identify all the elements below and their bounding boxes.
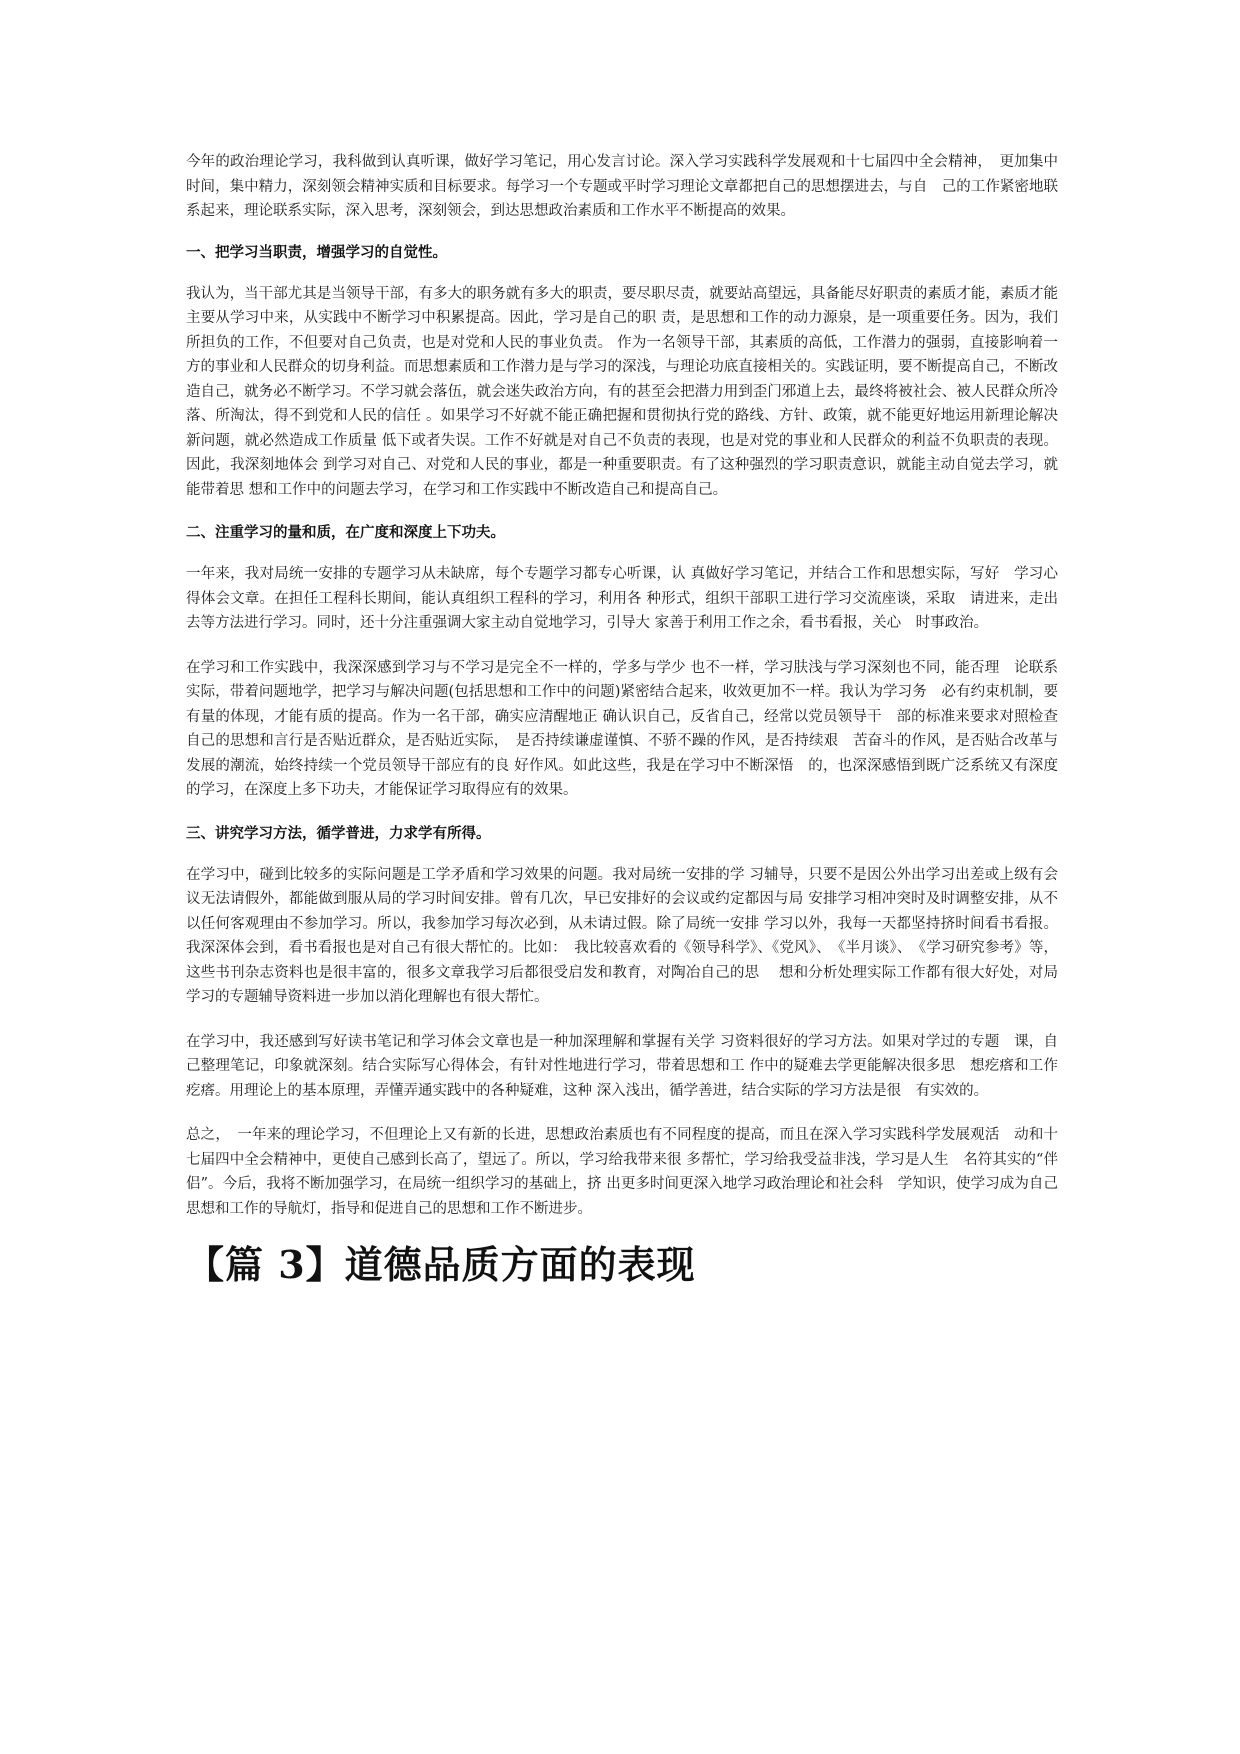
chapter-title: 【篇 3】道德品质方面的表现 [186, 1242, 696, 1287]
section-3-heading: 三、讲究学习方法，循学普进，力求学有所得。 [186, 825, 491, 842]
section-3-paragraph-2: 在学习中，我还感到写好读书笔记和学习体会文章也是一种加深理解和掌握有关学 习资料很好的学习方法。如果对学过的专题 课，自己整理笔记，印象就深刻。结合实际写心得体会，有针对性地进行学习，带着思想和工 作中的疑难去学更能解决很多思 想疙瘩和工作疙瘩。用理论上的基本原理，弄懂弄通实践中的各种疑难，这种 深入浅出，循学善进，结合实际的学习方法是很 有实效的。 [186, 1033, 1058, 1099]
document-page [186, 150, 1058, 1289]
section-2-paragraph-2: 在学习和工作实践中，我深深感到学习与不学习是完全不一样的，学多与学少 也不一样，学习肤浅与学习深刻也不同，能否理 论联系实际，带着问题地学，把学习与解决问题(包括思想和工作中的问题)紧密结合起来，收效更加不一样。我认为学习务 必有约束机制，要有量的体现，才能有质的提高。作为一名干部，确实应清醒地正 确认识自己，反省自己，经常以党员领导干 部的标准来要求对照检查自己的思想和言行是否贴近群众，是否贴近实际， 是否持续谦虚谨慎、不骄不躁的作风，是否持续艰 苦奋斗的作风，是否贴合改革与发展的潮流，始终持续一个党员领导干部应有的良 好作风。如此这些，我是在学习中不断深悟 的，也深深感悟到既广泛系统又有深度的学习，在深度上多下功夫，才能保证学习取得应有的效果。 [186, 659, 1058, 798]
section-3-paragraph-1: 在学习中，碰到比较多的实际问题是工学矛盾和学习效果的问题。我对局统一安排的学 习辅导，只要不是因公外出学习出差或上级有会议无法请假外，都能做到服从局的学习时间安排。曾有几次，早已安排好的会议或约定都因与局 安排学习相冲突时及时调整安排，从不以任何客观理由不参加学习。所以，我参加学习每次必到，从未请过假。除了局统一安排 学习以外，我每一天都坚持挤时间看书看报。我深深体会到，看书看报也是对自己有很大帮忙的。比如： 我比较喜欢看的《领导科学》、《党风》、 《半月谈》、 《学习研究参考》等，这些书刊杂志资料也是很丰富的，很多文章我学习后都很受启发和教育，对陶冶自己的思 想和分析处理实际工作都有很大好处，对局学习的专题辅导资料进一步加以消化理解也有很大帮忙。 [186, 866, 1058, 1005]
section-3-paragraph-3: 总之， 一年来的理论学习，不但理论上又有新的长进，思想政治素质也有不同程度的提高，而且在深入学习实践科学发展观活 动和十七届四中全会精神中，更使自己感到长高了，望远了。所以，学习给我带来很 多帮忙，学习给我受益非浅，学习是人生 名符其实的“伴侣”。今后，我将不断加强学习，在局统一组织学习的基础上，挤 出更多时间更深入地学习政治理论和社会科 学知识，使学习成为自己思想和工作的导航灯，指导和促进自己的思想和工作不断进步。 [186, 1127, 1058, 1217]
section-1-heading: 一、把学习当职责，增强学习的自觉性。 [186, 244, 447, 261]
section-2-paragraph-1: 一年来，我对局统一安排的专题学习从未缺席，每个专题学习都专心听课，认 真做好学习笔记，并结合工作和思想实际，写好 学习心得体会文章。在担任工程科长期间，能认真组织工程科的学习，利用各 种形式，组织干部职工进行学习交流座谈，采取 请进来，走出去等方法进行学习。同时，还十分注重强调大家主动自觉地学习，引导大 家善于利用工作之余，看书看报，关心 时事政治。 [186, 566, 1058, 631]
section-2-heading: 二、注重学习的量和质，在广度和深度上下功夫。 [186, 525, 505, 541]
section-1-paragraph-1: 我认为，当干部尤其是当领导干部，有多大的职务就有多大的职责，要尽职尽责，就要站高望远，具备能尽好职责的素质才能，素质才能主要从学习中来，从实践中不断学习中积累提高。因此，学习是自己的职 责，是思想和工作的动力源泉，是一项重要任务。因为，我们所担负的工作，不但要对自己负责，也是对党和人民的事业负责。 作为一名领导干部，其素质的高低，工作潜力的强弱，直接影响着一方的事业和人民群众的切身利益。而思想素质和工作潜力是与学习的深浅，与理论功底直接相关的。实践证明，要不断提高自己，不断改造自己，就务必不断学习。不学习就会落伍，就会迷失政治方向，有的甚至会把潜力用到歪门邪道上去，最终将被社会、被人民群众所冷落、所淘汰，得不到党和人民的信任 。如果学习不好就不能正确把握和贯彻执行党的路线、方针、政策，就不能更好地运用新理论解决新问题，就必然造成工作质量 低下或者失误。工作不好就是对自己不负责的表现，也是对党的事业和人民群众的利益不负职责的表现。因此，我深刻地体会 到学习对自己、对党和人民的事业，都是一种重要职责。有了这种强烈的学习职责意识，就能主动自觉去学习，就能带着思 想和工作中的问题去学习，在学习和工作实践中不断改造自己和提高自己。 [186, 285, 1058, 498]
intro-paragraph: 今年的政治理论学习，我科做到认真听课，做好学习笔记，用心发言讨论。深入学习实践科学发展观和十七届四中全会精神， 更加集中时间，集中精力，深刻领会精神实质和目标要求。每学习一个专题或平时学习理论文章都把自己的思想摆进去，与自 己的工作紧密地联系起来，理论联系实际，深入思考，深刻领会，到达思想政治素质和工作水平不断提高的效果。 [186, 154, 1058, 219]
